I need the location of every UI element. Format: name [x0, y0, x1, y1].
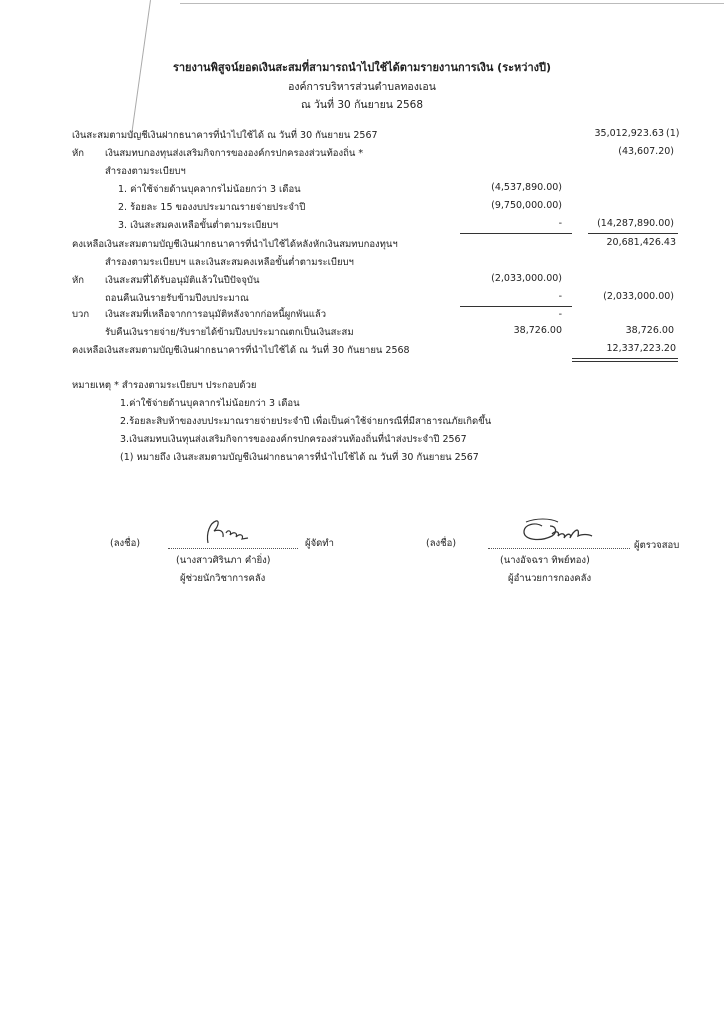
row-prefix: หัก	[72, 275, 85, 286]
left-signer-name: (นางสาวศิรินภา คำยิ่ง)	[176, 555, 271, 566]
note-item: 3.เงินสมทบเงินทุนส่งเสริมกิจการขององค์กรปกครองส่วนท้องถิ่นที่นำส่งประจำปี 2567	[120, 434, 467, 445]
right-signature-line	[488, 548, 630, 549]
row-label: 1. ค่าใช้จ่ายด้านบุคลากรไม่น้อยกว่า 3 เดือน	[118, 184, 301, 195]
row-total: 20,681,426.43	[606, 237, 676, 248]
row-label: 2. ร้อยละ 15 ของงบประมาณรายจ่ายประจำปี	[118, 202, 306, 213]
grand-total-double-underline	[572, 358, 678, 359]
left-handwritten-signature	[190, 515, 260, 549]
right-handwritten-signature	[512, 512, 612, 548]
report-title: รายงานพิสูจน์ยอดเงินสะสมที่สามารถนำไปใช้ได้ตามรายงานการเงิน (ระหว่างปี)	[172, 61, 552, 74]
row-label: 3. เงินสะสมคงเหลือขั้นต่ำตามระเบียบฯ	[118, 220, 279, 231]
row-amount: 38,726.00	[513, 325, 562, 336]
subtotal-underline	[460, 233, 572, 234]
scan-edge-line-top	[180, 3, 724, 4]
row-label: สำรองตามระเบียบฯ	[105, 166, 186, 177]
row-amount: -	[558, 309, 562, 320]
left-sign-label: (ลงชื่อ)	[110, 538, 141, 549]
left-role: ผู้จัดทำ	[305, 538, 334, 549]
row-label: เงินสะสมที่เหลือจากการอนุมัติหลังจากก่อหนี้ผูกพันแล้ว	[105, 309, 327, 320]
note-item: 1.ค่าใช้จ่ายด้านบุคลากรไม่น้อยกว่า 3 เดือน	[120, 398, 300, 409]
row-prefix: หัก	[72, 148, 85, 159]
note-item: (1) หมายถึง เงินสะสมตามบัญชีเงินฝากธนาคารที่นำไปใช้ได้ ณ วันที่ 30 กันยายน 2567	[120, 452, 479, 463]
left-signer-position: ผู้ช่วยนักวิชาการคลัง	[180, 573, 266, 584]
row-label: เงินสมทบกองทุนส่งเสริมกิจการขององค์กรปกครองส่วนท้องถิ่น *	[105, 148, 364, 159]
row-total: 38,726.00	[625, 325, 674, 336]
row-label: เงินสะสมตามบัญชีเงินฝากธนาคารที่นำไปใช้ได้ ณ วันที่ 30 กันยายน 2567	[72, 130, 378, 141]
row-amount: (9,750,000.00)	[491, 200, 562, 211]
total-underline	[588, 233, 678, 234]
note-item: 2.ร้อยละสิบห้าของงบประมาณรายจ่ายประจำปี เพื่อเป็นค่าใช้จ่ายกรณีที่มีสาธารณภัยเกิดขึ้น	[120, 416, 492, 427]
subtotal-underline	[460, 306, 572, 307]
row-prefix: บวก	[72, 309, 90, 320]
grand-total-double-underline-2	[572, 361, 678, 362]
row-total: (43,607.20)	[618, 146, 674, 157]
row-label: คงเหลือเงินสะสมตามบัญชีเงินฝากธนาคารที่นำไปใช้ได้ ณ วันที่ 30 กันยายน 2568	[72, 345, 410, 356]
right-role: ผู้ตรวจสอบ	[634, 540, 680, 551]
row-note-ref: (1)	[666, 128, 680, 139]
row-total: 12,337,223.20	[606, 343, 676, 354]
organization-name: องค์การบริหารส่วนตำบลทองเอน	[288, 81, 436, 93]
report-date: ณ วันที่ 30 กันยายน 2568	[300, 99, 424, 111]
row-label: ถอนคืนเงินรายรับข้ามปีงบประมาณ	[105, 293, 249, 304]
right-signer-position: ผู้อำนวยการกองคลัง	[508, 573, 592, 584]
right-signer-name: (นางอัจฉรา ทิพย์ทอง)	[500, 555, 590, 566]
row-amount: -	[558, 291, 562, 302]
row-label: สำรองตามระเบียบฯ และเงินสะสมคงเหลือขั้นต่ำตามระเบียบฯ	[105, 257, 354, 268]
row-total: (14,287,890.00)	[597, 218, 674, 229]
row-total: (2,033,000.00)	[603, 291, 674, 302]
row-label: เงินสะสมที่ได้รับอนุมัติแล้วในปีปัจจุบัน	[105, 275, 260, 286]
row-label: คงเหลือเงินสะสมตามบัญชีเงินฝากธนาคารที่นำไปใช้ได้หลังหักเงินสมทบกองทุนฯ	[72, 239, 398, 250]
row-amount: (2,033,000.00)	[491, 273, 562, 284]
notes-heading: หมายเหตุ * สำรองตามระเบียบฯ ประกอบด้วย	[72, 380, 257, 391]
row-total: 35,012,923.63	[594, 128, 664, 139]
row-amount: (4,537,890.00)	[491, 182, 562, 193]
right-sign-label: (ลงชื่อ)	[426, 538, 457, 549]
row-label: รับคืนเงินรายจ่าย/รับรายได้ข้ามปีงบประมาณตกเป็นเงินสะสม	[105, 327, 354, 338]
row-amount: -	[558, 218, 562, 229]
